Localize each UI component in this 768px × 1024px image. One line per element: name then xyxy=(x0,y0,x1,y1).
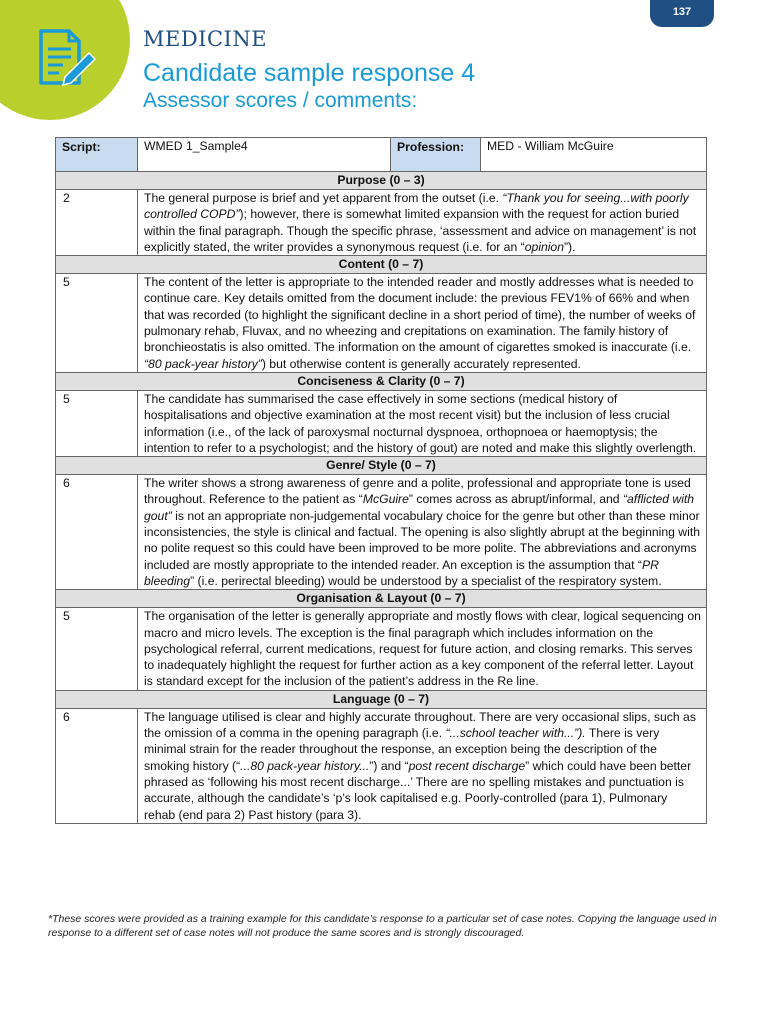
comment-text: ” (i.e. perirectal bleeding) would be understood by a specialist of the respiratory system. xyxy=(190,573,662,588)
criterion-score: 5 xyxy=(56,274,138,373)
criterion-comment xyxy=(138,274,707,373)
section-title: MEDICINE xyxy=(143,27,268,51)
criterion-comment xyxy=(138,708,707,823)
comment-quote: post recent discharge xyxy=(408,758,526,773)
comment-text: The general purpose is brief and yet apparent from the outset (i.e. xyxy=(144,191,503,205)
comment-text: The language utilised is clear and highly accurate throughout. There are very occasional slips, such as the omission of a comma in the opening paragraph (i.e. xyxy=(144,709,696,741)
page-number: 137 xyxy=(650,0,714,27)
comment-quote: “...school teacher with...”). xyxy=(445,726,586,741)
comment-quote: “Thank you for seeing...with poorly controlled COPD” xyxy=(144,191,689,222)
criterion-heading-row xyxy=(56,256,707,274)
criterion-body-row xyxy=(56,274,707,373)
page-subtitle: Assessor scores / comments: xyxy=(143,89,418,112)
comment-quote: PR bleeding xyxy=(144,557,659,588)
script-row xyxy=(56,138,707,172)
footnote: *These scores were provided as a training example for this candidate’s response to a particular set of case notes. Copying the language used in response to a different set of case notes will not produce the same scores and is strongly discouraged. xyxy=(48,913,717,939)
criterion-score: 5 xyxy=(56,608,138,690)
comment-text: There is very minimal strain for the reader throughout the response, an exception being the description of the smoking history (“ xyxy=(144,726,660,773)
criterion-heading: Organisation & Layout (0 – 7) xyxy=(56,590,707,608)
criterion-score: 6 xyxy=(56,708,138,823)
comment-quote: “80 pack-year history” xyxy=(144,356,262,371)
comment-text: ”). xyxy=(564,239,576,254)
criterion-comment xyxy=(138,475,707,590)
comment-text: ”) and “ xyxy=(369,758,409,773)
criterion-body-row xyxy=(56,475,707,590)
comment-text: ” comes across as abrupt/informal, and xyxy=(408,492,623,507)
criterion-heading: Content (0 – 7) xyxy=(56,256,707,274)
criterion-heading-row xyxy=(56,372,707,390)
criterion-heading-row xyxy=(56,590,707,608)
criterion-body-row xyxy=(56,608,707,690)
criterion-body-row xyxy=(56,190,707,256)
criterion-heading-row xyxy=(56,457,707,475)
criterion-heading-row xyxy=(56,690,707,708)
criterion-heading: Genre/ Style (0 – 7) xyxy=(56,457,707,475)
assessment-table xyxy=(55,137,707,824)
comment-text: ); however, there is somewhat limited expansion with the request for action buried within the final paragraph. Though the specific phrase, ‘assessment and advice on management’ is not explicitly stated, the writer provides a synonymous request (i.e. for an “ xyxy=(144,207,697,254)
criterion-heading: Purpose (0 – 3) xyxy=(56,172,707,190)
comment-quote: opinion xyxy=(524,239,564,254)
comment-text: is not an appropriate non-judgemental vocabulary choice for the genre but other than these minor inconsistencies, the style is clinical and factual. The opening is also slightly abrupt at the beginning with no polite request so this could have been improved to be more polite. The abbreviations and acronyms included are mostly appropriate to the intended reader. An exception is the assumption that “ xyxy=(144,508,700,572)
criterion-heading-row xyxy=(56,172,707,190)
comment-quote: McGuire xyxy=(362,492,409,507)
comment-text: The candidate has summarised the case effectively in some sections (medical history of hospitalisations and objective examination at the most recent visit) but the inclusion of less crucial information (i.e., of the lack of paroxysmal nocturnal dyspnoea, orthopnoea or haemoptysis; the intention to refer to a psychologist; and the history of gout) are noted and make this slightly overlength. xyxy=(144,391,697,455)
profession-value: MED - William McGuire xyxy=(481,138,707,172)
criterion-heading: Language (0 – 7) xyxy=(56,690,707,708)
criterion-comment xyxy=(138,190,707,256)
document-pencil-icon xyxy=(33,25,99,91)
criterion-score: 5 xyxy=(56,390,138,456)
criterion-comment xyxy=(138,390,707,456)
criterion-comment xyxy=(138,608,707,690)
comment-quote: “afflicted with gout” xyxy=(144,492,695,523)
comment-text: ) but otherwise content is generally accurately represented. xyxy=(261,356,581,371)
profession-label: Profession: xyxy=(391,138,481,172)
comment-text: The organisation of the letter is generally appropriate and mostly flows with clear, logical sequencing on macro and micro levels. The exception is the final paragraph which includes information on the psychological referral, current medications, request for future action, and closing remarks. This serves to inadequately highlight the request for further action as a key component of the referral letter. Layout is standard except for the inclusion of the patient’s address in the Re line. xyxy=(144,609,701,689)
script-label: Script: xyxy=(56,138,138,172)
comment-text: The content of the letter is appropriate to the intended reader and mostly addresses what is needed to continue care. Key details omitted from the document include: the previous FEV1% of 66% and when that was recorded (to highlight the significant decline in a short period of time), the number of weeks of pulmonary rehab, Fluvax, and no wheezing and crepitations on examination. The family history of bronchieostatis is also omitted. The information on the amount of cigarettes smoked is inaccurate (i.e. xyxy=(144,275,696,355)
comment-quote: ...80 pack-year history... xyxy=(240,758,370,773)
script-value: WMED 1_Sample4 xyxy=(138,138,391,172)
criterion-score: 2 xyxy=(56,190,138,256)
criterion-heading: Conciseness & Clarity (0 – 7) xyxy=(56,372,707,390)
comment-text: The writer shows a strong awareness of genre and a polite, professional and appropriate tone is used throughout. Reference to the patient as “ xyxy=(144,476,691,507)
criterion-score: 6 xyxy=(56,475,138,590)
criterion-body-row xyxy=(56,390,707,456)
comment-text: ” which could have been better phrased as ‘following his most recent discharge...’ There are no spelling mistakes and punctuation is accurate, although the candidate’s ‘p’s look capitalised e.g. Poorly-controlled (para 1), Pulmonary rehab (end para 2) Past history (para 3). xyxy=(144,758,692,822)
criterion-body-row xyxy=(56,708,707,823)
page-title: Candidate sample response 4 xyxy=(143,59,476,87)
